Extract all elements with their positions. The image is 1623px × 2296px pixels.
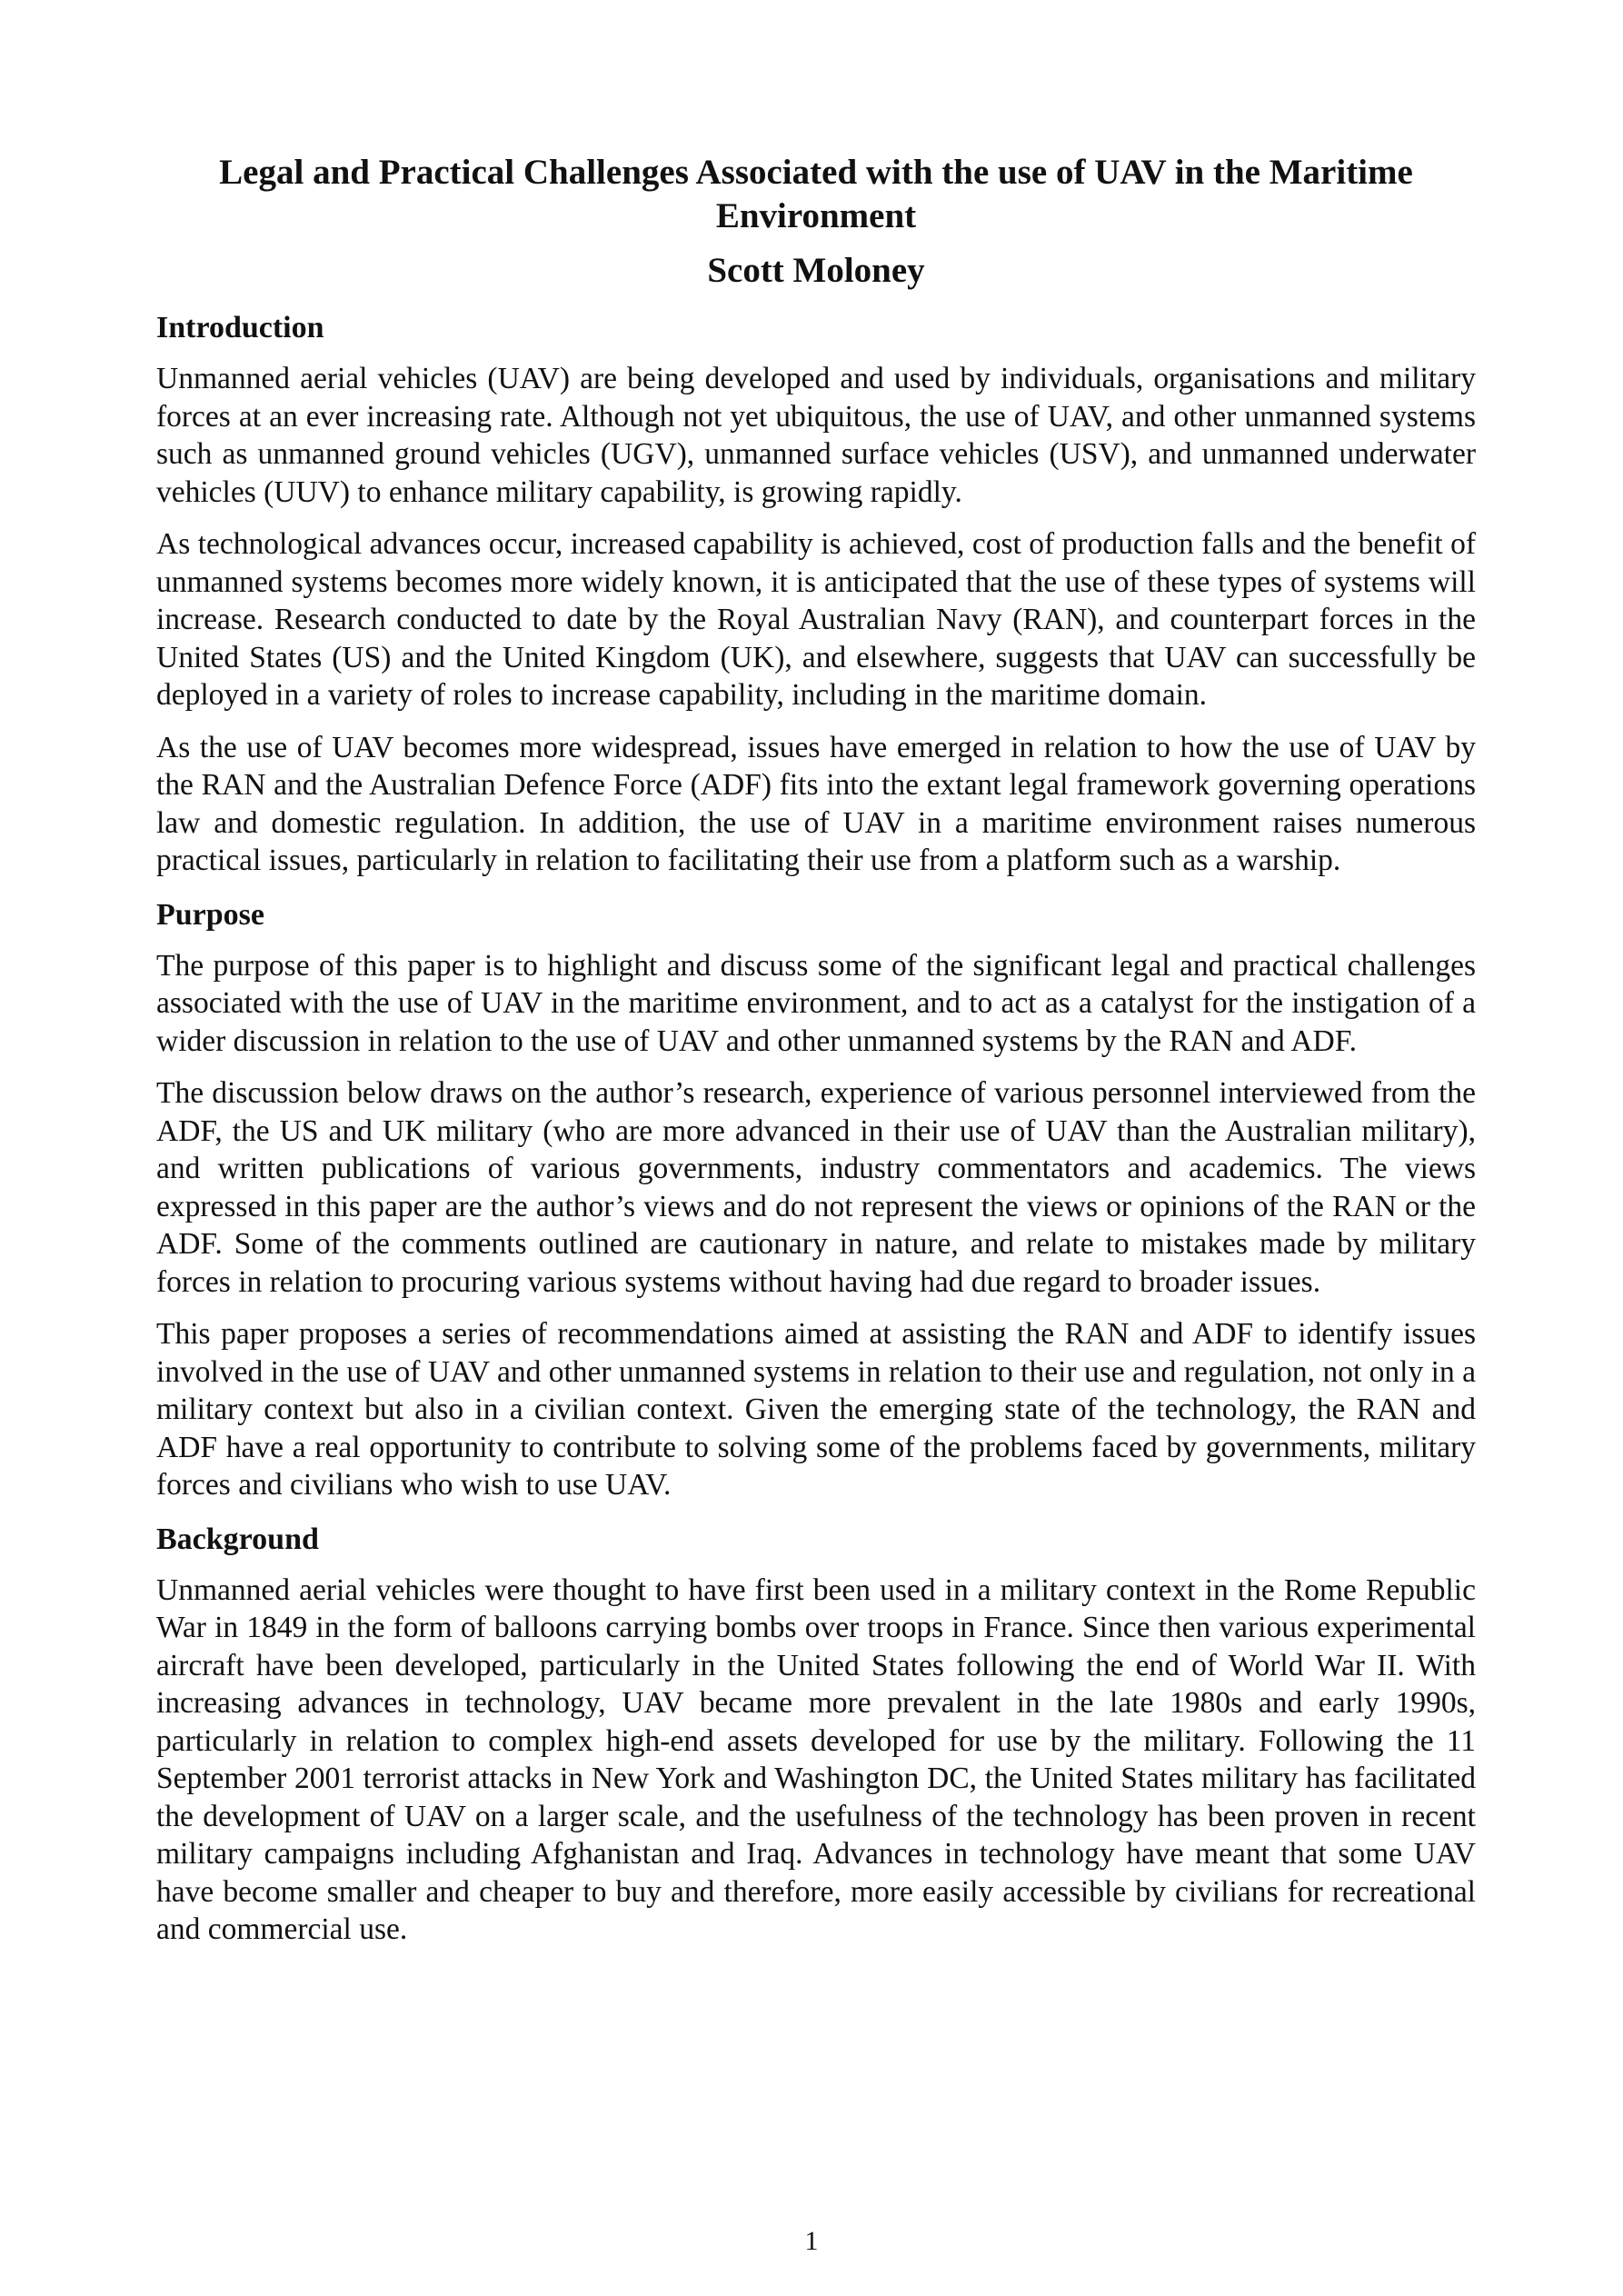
introduction-paragraph-1: Unmanned aerial vehicles (UAV) are being developed and used by individuals, organisations and military forces at an ever increasing rate. Although not yet ubiquitous, the use of UAV, and other unmanned systems such as unmanned ground vehicles (UGV), unmanned surface vehicles (USV), and unmanned underwater vehicles (UUV) to enhance military capability, is growing rapidly. [156, 362, 1476, 509]
section-heading-introduction: Introduction [156, 311, 324, 344]
purpose-paragraph-2: The discussion below draws on the author’s research, experience of various personnel interviewed from the ADF, the US and UK military (who are more advanced in their use of UAV than the Australian military), and written publications of various governments, industry commentators and academics. The views expressed in this paper are the author’s views and do not represent the views or opinions of the RAN or the ADF. Some of the comments outlined are cautionary in nature, and relate to mistakes made by military forces in relation to procuring various systems without having had due regard to broader issues. [156, 1076, 1476, 1299]
introduction-paragraph-2: As technological advances occur, increased capability is achieved, cost of production falls and the benefit of unmanned systems becomes more widely known, it is anticipated that the use of these types of systems will increase. Research conducted to date by the Royal Australian Navy (RAN), and counterpart forces in the United States (US) and the United Kingdom (UK), and elsewhere, suggests that UAV can successfully be deployed in a variety of roles to increase capability, including in the maritime domain. [156, 527, 1476, 712]
section-heading-background: Background [156, 1522, 319, 1556]
background-paragraph-1: Unmanned aerial vehicles were thought to have first been used in a military context in the Rome Republic War in 1849 in the form of balloons carrying bombs over troops in France. Since then various experimental aircraft have been developed, particularly in the United States following the end of World War II. With increasing advances in technology, UAV became more prevalent in the late 1980s and early 1990s, particularly in relation to complex high-end assets developed for use by the military. Following the 11 September 2001 terrorist attacks in New York and Washington DC, the United States military has facilitated the development of UAV on a larger scale, and the usefulness of the technology has been proven in recent military campaigns including Afghanistan and Iraq. Advances in technology have meant that some UAV have become smaller and cheaper to buy and therefore, more easily accessible by civilians for recreational and commercial use. [156, 1572, 1476, 1946]
document-author: Scott Moloney [707, 251, 925, 290]
document-page [156, 151, 1476, 1963]
purpose-paragraph-3: This paper proposes a series of recommendations aimed at assisting the RAN and ADF to identify issues involved in the use of UAV and other unmanned systems in relation to their use and regulation, not only in a military context but also in a civilian context. Given the emerging state of the technology, the RAN and ADF have a real opportunity to contribute to solving some of the problems faced by governments, military forces and civilians who wish to use UAV. [156, 1317, 1476, 1502]
introduction-paragraph-3: As the use of UAV becomes more widespread, issues have emerged in relation to how the use of UAV by the RAN and the Australian Defence Force (ADF) fits into the extant legal framework governing operations law and domestic regulation. In addition, the use of UAV in a maritime environment raises numerous practical issues, particularly in relation to facilitating their use from a platform such as a warship. [156, 730, 1476, 877]
document-title: Legal and Practical Challenges Associated with the use of UAV in the Maritime Environment [219, 153, 1413, 235]
page-number: 1 [804, 2226, 819, 2256]
section-heading-purpose: Purpose [156, 897, 264, 932]
purpose-paragraph-1: The purpose of this paper is to highlight and discuss some of the significant legal and practical challenges associated with the use of UAV in the maritime environment, and to act as a catalyst for the instigation of a wider discussion in relation to the use of UAV and other unmanned systems by the RAN and ADF. [156, 948, 1476, 1058]
